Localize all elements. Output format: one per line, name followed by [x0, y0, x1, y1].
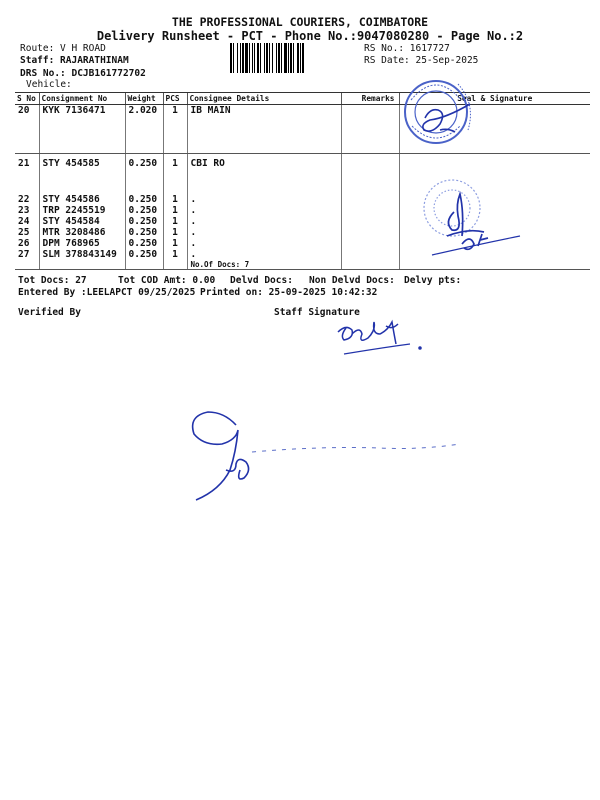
row-sno: 26 [18, 237, 30, 249]
faded-stamp [424, 180, 480, 236]
row-consignment: DPM 768965 [39, 238, 125, 249]
row-sno: 23 [18, 204, 30, 216]
row-consignment: SLM 378843149 [39, 249, 125, 260]
row-sno: 25 [18, 226, 30, 238]
drs-number: DRS No.: DCJB161772702 [20, 68, 146, 79]
row-weight: 0.250 [125, 238, 163, 249]
row-details: . [187, 249, 341, 260]
row-weight: 0.250 [125, 216, 163, 227]
row-details: IB MAIN [187, 105, 341, 154]
printed-on: Printed on: 25-09-2025 10:42:32 [200, 287, 378, 298]
row-details: CBI RO [187, 154, 341, 194]
row-weight: 2.020 [125, 105, 163, 154]
row-weight: 0.250 [125, 249, 163, 260]
row-consignment: STY 454585 [39, 154, 125, 194]
rs-number: RS No.: 1617727 [364, 43, 450, 54]
col-sno: S No [15, 93, 39, 105]
entered-by: Entered By :LEELAPCT 09/25/2025 [18, 287, 196, 298]
staff-signature [338, 322, 421, 354]
col-pcs: PCS [163, 93, 187, 105]
staff-signature-label: Staff Signature [274, 307, 360, 318]
company-name: THE PROFESSIONAL COURIERS, COIMBATORE [171, 15, 429, 29]
row-weight: 0.250 [125, 154, 163, 194]
row-pcs: 1 [163, 238, 187, 249]
row-pcs: 1 [163, 105, 187, 154]
row-weight: 0.250 [125, 227, 163, 238]
total-cod-amount: Tot COD Amt: 0.00 [118, 275, 216, 286]
delivery-points: Delvy pts: [404, 275, 462, 286]
row-weight: 0.250 [125, 194, 163, 205]
row-sno: 27 [18, 248, 30, 260]
non-delivered-docs: Non Delvd Docs: [309, 275, 395, 286]
total-docs: Tot Docs: 27 [18, 275, 87, 286]
row-consignment: KYK 7136471 [39, 105, 125, 154]
row-details: . [187, 238, 341, 249]
row-consignment: MTR 3208486 [39, 227, 125, 238]
col-consignee: Consignee Details [187, 93, 341, 105]
row-consignment: TRP 2245519 [39, 205, 125, 216]
row-weight: 0.250 [125, 205, 163, 216]
row-pcs: 1 [163, 205, 187, 216]
row-consignment: STY 454586 [39, 194, 125, 205]
col-consignment: Consignment No [39, 93, 125, 105]
seal-stamp [405, 81, 470, 143]
row-pcs: 1 [163, 154, 187, 194]
row-consignment: STY 454584 [39, 216, 125, 227]
col-seal-signature: Seal & Signature [399, 93, 590, 105]
row-details: . [187, 194, 341, 205]
delivered-docs: Delvd Docs: [230, 275, 293, 286]
verified-by-label: Verified By [18, 307, 81, 318]
runsheet-title: Delivery Runsheet - PCT - Phone No.:9047080280 - Page No.:2 [96, 29, 524, 43]
row-sno: 22 [18, 193, 30, 205]
large-signature [193, 412, 460, 500]
row-sno: 20 [15, 105, 39, 154]
row-pcs: 1 [163, 249, 187, 260]
col-remarks: Remarks [341, 93, 399, 105]
route-label: Route: V H ROAD [20, 43, 106, 54]
row-details: . [187, 205, 341, 216]
row-pcs: 1 [163, 227, 187, 238]
row-details: . [187, 227, 341, 238]
row-pcs: 1 [163, 216, 187, 227]
row-details: . [187, 216, 341, 227]
col-weight: Weight [125, 93, 163, 105]
vehicle-label: Vehicle: [26, 79, 72, 90]
row-pcs: 1 [163, 194, 187, 205]
no-of-docs: No.Of Docs: 7 [187, 260, 341, 270]
row-sno: 21 [18, 158, 30, 169]
row-sno: 24 [18, 215, 30, 227]
staff-label: Staff: RAJARATHINAM [20, 55, 129, 66]
rs-date: RS Date: 25-Sep-2025 [364, 55, 479, 66]
